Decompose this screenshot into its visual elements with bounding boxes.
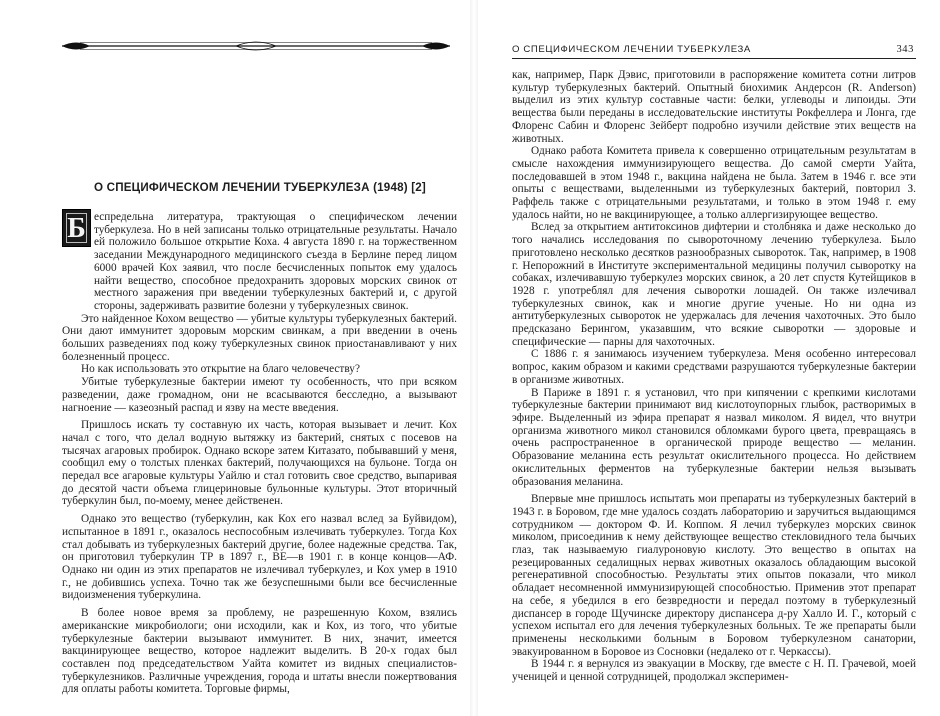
paragraph: как, например, Парк Дэвис, приготовили в распоряжение комитета сотни литров культур туберкулезных бактерий. Опытный биохимик Андерсон (R. Anderson) выделил из этих культур составные части: белки, углеводы и липоиды. Эти вещества были переданы в исследовательские институты Рокфеллера и Лонга, где Флоренс Сабин и Флоренс Зейберт подробно изучили действие этих веществ на животных. [512,69,916,145]
paragraph: еспредельна литература, трактующая о специфическом лечении туберкулеза. Но в ней записаны только отрицательные результаты. Начало ей положило большое открытие Коха. 4 августа 1890 г. на торжественном заседании Международного медицинского съезда в Берлине перед лицом 6000 врачей Кох заявил, что после бесчисленных попыток ему удалось найти вещество, способное предохранить здоровых морских свинок от местного заражения при введении туберкулезных бактерий и, с другой стороны, задерживать развитие болезни у туберкулезных свинок. [94,211,457,312]
running-head-title: О СПЕЦИФИЧЕСКОМ ЛЕЧЕНИИ ТУБЕРКУЛЕЗА [512,44,751,55]
paragraph: Но как использовать это открытие на благо человечеству? [81,363,360,376]
paragraph: В 1944 г. я вернулся из эвакуации в Москву, где вместе с Н. П. Грачевой, моей ученицей и ценной сотрудницей, продолжал эксперимен- [512,658,916,684]
book-gutter [470,0,478,716]
paragraph: Это найденное Кохом вещество — убитые культуры туберкулезных бактерий. Они дают иммунитет здоровым морским свинкам, а при введении в очень больших разведениях под кожу туберкулезных свинок приостанавливают у них болезненный процесс. [62,312,457,363]
paragraph: Впервые мне пришлось испытать мои препараты из туберкулезных бактерий в 1943 г. в Боровом, где мне удалось создать лабораторию и заручиться выдающимся сотрудником — доктором Ф. И. Коппом. Я лечил туберкулез морских свинок миколом, присоединив к нему действующее вещество стекловидного тела бычьих глаз, так называемую гиалуроновую кислоту. Это вещество в опытах на резецированных седалищных нервах животных оказалось обладающим высокой регенеративной способностью. Результаты этих опытов показали, что микол обладает несомненной иммунизирующей способностью. Применив этот препарат на себе, я убедился в его безвредности и передал поэтому в туберкулезный диспансер в городе Щучинске директору диспансера д-ру Халло И. Г., который с успехом испытал его для лечения туберкулезных больных. Те же препараты были применены несколькими больным в Боровом туберкулезном санатории, эвакуированном в Боровое из Сосновки (недалеко от г. Черкассы). [512,493,916,658]
paragraph: В более новое время за проблему, не разрешенную Кохом, взялись американские микробиологи; они исходили, как и Кох, из того, что убитые туберкулезные бактерии вызывают иммунитет. В них, значит, имеется вакцинирующее вещество, которое надлежит выделить. В 20-х годах был составлен под председательством Уайта комитет из видных специалистов-туберкулезников. Различные учреждения, города и штаты внесли пожертвования для оплаты работы комитета. Торговые фирмы, [62,607,457,696]
right-text-column [512,69,916,684]
article-title: О СПЕЦИФИЧЕСКОМ ЛЕЧЕНИИ ТУБЕРКУЛЕЗА (1948) [2] [94,181,426,194]
paragraph: Однако работа Комитета привела к совершенно отрицательным результатам в смысле нахождения иммунизирующего вещества. До самой смерти Уайта, последовавшей в этом 1948 г., вакцина найдена не была. Затем в 1946 г. все эти опыты с веществами, выделенными из туберкулезных бактерий, повторил З. Раффель также с отрицательными результатами, и только в этом 1948 г. ему удалось найти, но не вакцинирующее, а только аллергизирующее вещество. [512,145,916,221]
running-header [512,40,916,59]
paragraph: Однако это вещество (туберкулин, как Кох его назвал вслед за Буйвидом), испытанное в 1891 г., оказалось неспособным излечивать туберкулез. Тогда Кох стал добывать из туберкулезных бактерий другие, более надежные средства. Так, он приготовил туберкулин ТР в 1897 г., ВЕ—в 1901 г. в конце концов—АФ. Однако ни один из этих препаратов не излечивал туберкулез, и Кох умер в 1910 г., не добившись успеха. Точно так же безуспешными были все бесчисленные видоизменения туберкулина. [62,513,457,602]
decorative-rule-ornament [56,36,456,56]
drop-cap-letter: Б [67,213,86,244]
paragraph: Пришлось искать ту составную их часть, которая вызывает и лечит. Кох начал с того, что делал водную вытяжку из бактерий, снятых с посевов на тысячах агаровых пробирок. Однако вскоре затем Китазато, побывавший у меня, сообщил ему о толстых пленках бактерий, получающихся на бульоне. Тогда он передал все агаровые культуры Уайлю и стал готовить свое средство, выпаривая до десятой части объема глицериновые бульонные культуры. Этот вторичный туберкулин был, по-моему, менее действенен. [62,419,457,508]
paragraph: С 1886 г. я занимаюсь изучением туберкулеза. Меня особенно интересовал вопрос, каким образом и какими средствами разрушаются туберкулезные бактерии в организме животных. [512,348,916,386]
page-number: 343 [896,44,914,55]
paragraph: Вслед за открытием антитоксинов дифтерии и столбняка и даже несколько до того начались исследования по сывороточному лечению туберкулеза. Было приготовлено несколько десятков разнообразных сывороток. Так, например, в 1908 г. Непорожний в Институте экспериментальной медицины получил сыворотку на собаках, излечивавшую туберкулез морских свинок, а 20 лет спустя Кутейщиков в 1928 г. употреблял для лечения сыворотки лошадей. Он также излечивал туберкулезных свинок, как и многие другие ученые. Но ни одна из антитуберкулезных сывороток не удержалась для лечения чахоточных. Это было предсказано Берингом, указавшим, что всякие сыворотки — здоровые и специфические — парны для чахоточных. [512,221,916,348]
paragraph: В Париже в 1891 г. я установил, что при кипячении с крепкими кислотами туберкулезные бактерии принимают вид кислотоупорных глыбок, растворимых в эфире. Выделенный из эфира препарат я назвал миколом. Я видел, что внутри организма животного микол становился обломками бурого цвета, превращаясь в очень распространенное в органической природе вещество — меланин. Образование меланина есть результат окислительного процесса. Но действием окислительных ферментов на туберкулезные бактерии нельзя вызывать образования меланина. [512,386,916,488]
left-text-column [62,211,457,696]
paragraph: Убитые туберкулезные бактерии имеют ту особенность, что при всяком разведении, даже громадном, они не всасываются бесследно, а вызывают нагноение — казеозный распад и язву на месте введения. [62,376,457,414]
